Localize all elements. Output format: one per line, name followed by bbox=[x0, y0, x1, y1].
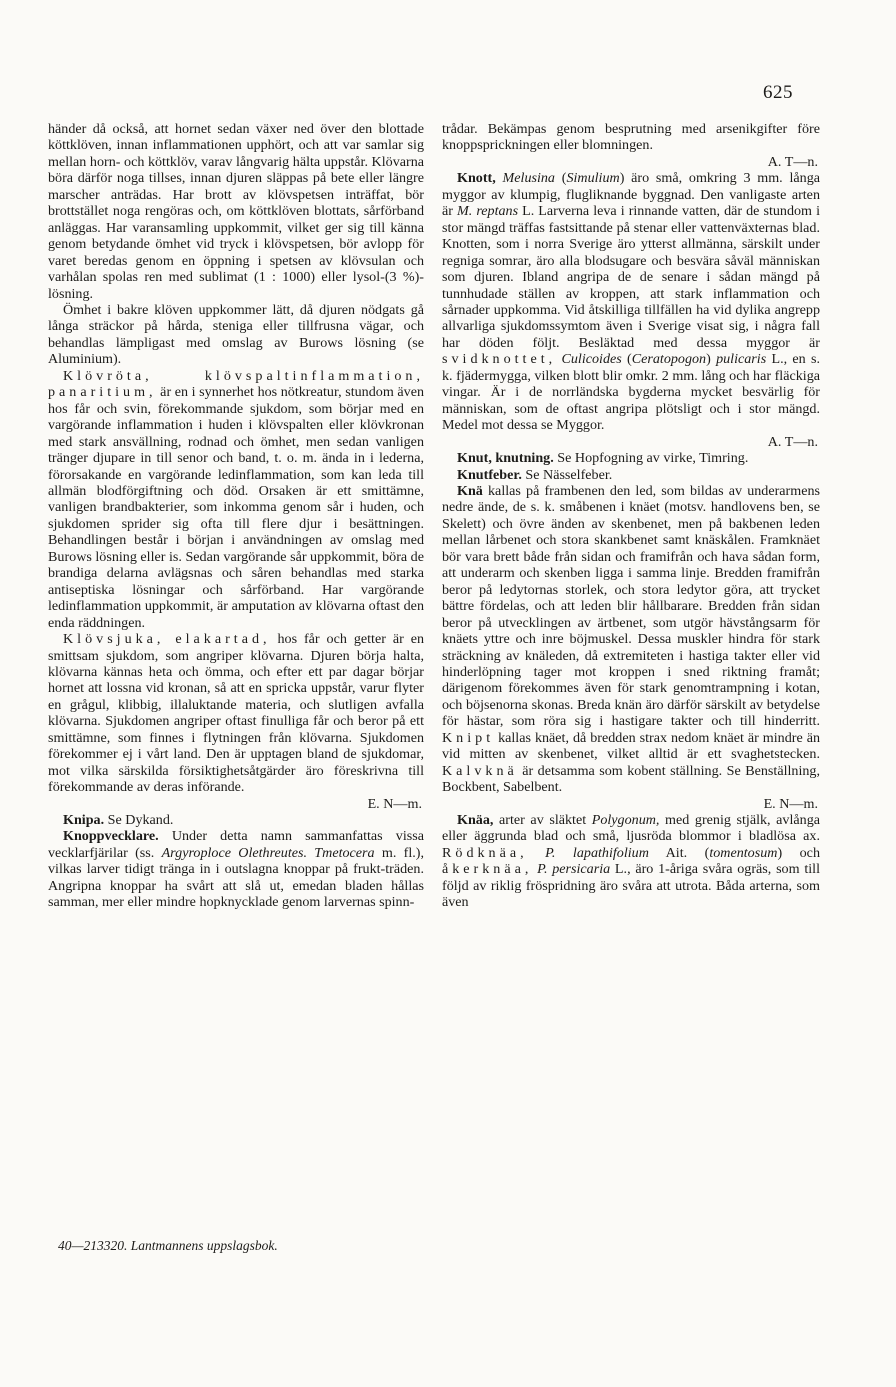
headword-kna: Knä bbox=[457, 482, 483, 499]
spaced-term: Kalvknä bbox=[442, 762, 518, 779]
latin-name: tomentosum bbox=[709, 844, 778, 861]
spaced-term: Knipt bbox=[442, 729, 495, 746]
paragraph-omhet: Ömhet i bakre klöven uppkommer lätt, då djuren nödgats gå långa sträckor på hårda, steniga eller tillfrusna vägar, och behandlas lämpligast med omslag av Burows lösning (se Aluminium). bbox=[48, 301, 424, 368]
entry-klovrota bbox=[48, 368, 424, 631]
footer-imprint: 40—213320. Lantmannens uppslagsbok. bbox=[58, 1238, 278, 1253]
latin-name: Argyroploce Olethreutes. Tmetocera bbox=[161, 844, 375, 861]
author-signature: E. N—m. bbox=[763, 795, 818, 812]
latin-name: Simulium bbox=[566, 170, 620, 187]
latin-name: P. persicaria bbox=[537, 861, 611, 878]
author-signature: E. N—m. bbox=[367, 795, 422, 812]
entry-knott: Knott, Melusina (Simulium) äro små, omkring 3 mm. långa myggor av klumpig, flugliknande byggnad. Den vanligaste arten är M. reptans L. Larverna leva i rinnande vatten, där de stundom i stor mängd träffas fastsittande på stenar eller vattenväxternas blad. Knotten, som i norra Sverige äro ytterst allmänna, särskilt under regniga somrar, äro alla blodsugare och besvära såväl människan som djuren. Ibland angripa de de senare i sådan mängd på tunnhudade ställen av kroppen, att stark inflammation och sårnader uppkomma. Vid åtskilliga tillfällen ha vid dylika angrepp allvarliga sjukdomssymtom även i Sverige visat sig, i några fall har döden följt. Besläktad med dessa myggor är svidknottet, Culicoides (Ceratopogon) pulicaris L., en s. k. fjädermygga, vilken blott blir omkr. 2 mm. lång och har fläckiga vingar. Är i de norrländska bygderna mycket besvärlig för människan, som de oftast angripa plötsligt och i stor mängd. Medel mot dessa se Myggor. A. T—n. bbox=[442, 170, 820, 450]
latin-name: Melusina bbox=[502, 170, 555, 187]
author-signature: A. T—n. bbox=[767, 433, 818, 450]
spaced-term: svidknottet, bbox=[442, 351, 557, 368]
entry-knut bbox=[442, 450, 820, 466]
latin-name: Culicoides bbox=[561, 351, 622, 368]
headword-knaa: Knäa, bbox=[457, 812, 494, 829]
latin-name: Polygonum, bbox=[591, 812, 660, 829]
headword-knutfeber: Knutfeber. bbox=[457, 466, 522, 483]
entry-knutfeber bbox=[442, 467, 820, 483]
entry-text: äro små, omkring 3 mm. långa myggor av klumpig, flugliknande byggnad. Den vanligaste arten är bbox=[442, 170, 820, 220]
latin-name: M. reptans bbox=[457, 203, 519, 220]
headword-knott: Knott, bbox=[457, 170, 496, 187]
entry-text: L., en s. k. fjädermygga, vilken blott blir omkr. 2 mm. lång och har fläckiga vingar. Är i de norrländska bygderna mycket besvärlig för människan, som de oftast angripa plötsligt och i stor mängd. Medel mot dessa se Myggor. bbox=[442, 351, 820, 434]
paragraph-knoppvecklare-continued bbox=[442, 121, 820, 170]
entry-knaa bbox=[442, 812, 820, 911]
latin-name: P. lapathifolium bbox=[545, 844, 649, 861]
entry-text: trådar. Bekämpas genom besprutning med arsenikgifter före knoppsprickningen eller blomningen. bbox=[442, 121, 820, 154]
entry-knoppvecklare bbox=[48, 828, 424, 910]
headword-knoppvecklare: Knoppvecklare. bbox=[63, 828, 159, 845]
entry-text: ) och bbox=[777, 844, 820, 861]
latin-name: Ceratopogon bbox=[631, 351, 707, 368]
entry-kna bbox=[442, 483, 820, 812]
spaced-term: åkerknäa, bbox=[442, 861, 533, 878]
author-signature: A. T—n. bbox=[767, 153, 818, 170]
latin-name: pulicaris bbox=[716, 351, 767, 368]
left-column bbox=[48, 121, 424, 911]
entry-text: är detsamma som kobent ställning. Se Benställning, Bockbent, Sabelbent. bbox=[442, 762, 820, 796]
spaced-term: Rödknäa, bbox=[442, 844, 528, 861]
headword-klovrota: Klövröta, klövspaltinflammation, panaritium, bbox=[48, 367, 424, 401]
entry-text: L. Larverna leva i rinnande vatten, där de stundom i stor mängd träffas fastsittande på stenar eller vattenväxternas blad. Knotten, som i norra Sverige äro ytterst allmänna, särskilt under regniga somrar, äro alla blodsugare och besvära såväl människan som djuren. Ibland angripa de de senare i sådan mängd på tunnhudade ställen av kroppen, att stark inflammation och sårnader uppkomma. Vid åtskilliga tillfällen ha vid dylika angrepp allvarliga sjukdomssymtom även i Sverige visat sig, i några fall har döden följt. Besläktad med dessa myggor är bbox=[442, 203, 820, 351]
headword-knipa: Knipa. bbox=[63, 812, 105, 829]
entry-text: med grenig stjälk, avlånga eller äggrunda blad och små, ljusröda blommor i bladlösa ax. bbox=[442, 812, 821, 845]
entry-knipa bbox=[48, 812, 424, 828]
headword-knut: Knut, knutning. bbox=[457, 450, 554, 467]
entry-text: Ait. ( bbox=[648, 844, 710, 861]
entry-text: Under detta namn sammanfattas vissa vecklarfjärilar (ss. bbox=[48, 828, 424, 861]
entry-klovrota-text: är en i synnerhet hos nötkreatur, stundom även hos får och svin, förekommande sjukdom, som börjar med en vargörande inflammation i huden i klövspalten eller klövkronan med stark ansvällning, rodnad och ömhet, men sedan vanligen tränger djupare in till senor och band, t. o. m. ända in i lederna, förorsakande en vargörande ledinflammation, som kan leda till allmän blodförgiftning och död. Orsaken är ett smittämne, vanligen brandbakterier, som inkomma genom sår i huden, och sjukdomen sprider sig ofta till flere djur i besättningen. Behandlingen består i början i användningen av omslag med Burows lösning eller is. Sedan vargörande sår uppkommit, böra de brandiga delarna avlägsnas och såren behandlas med starka antiseptiska lösningar och sårförband. Har vargörande ledinflammation uppkommit, är amputation av klövarna oftast den enda räddningen. bbox=[48, 384, 424, 631]
entry-text: kallas knäet, då bredden strax nedom knäet är mindre än vid mitten av skenbenet, vilket alltid är ett svaghetstecken. bbox=[442, 729, 820, 763]
entry-klovsjuka-text: hos får och getter är en smittsam sjukdom, som angriper klövarna. Djuren börja halta, klövarna kännas heta och ömma, och efter ett par dagar börjar hornet att lossna vid kronan, så att en spricka uppstår, varur flyter en grågul, klibbig, illaluktande materia, och slutligen avfalla klövarna. Sjukdomen angriper oftast finulliga får och beror på ett smittämne, som finnes i flytningen från klövarna. Sjukdomen förekommer ej i vårt land. Den är upptagen bland de sjukdomar, mot vilka särskilda försiktighetsåtgärder äro föreskrivna till förekommande av deras införande. bbox=[48, 631, 425, 796]
entry-text: Se Nässelfeber. bbox=[521, 466, 613, 483]
page-number: 625 bbox=[763, 82, 793, 103]
entry-text: m. fl.), vilkas larver tidigt tränga in i outslagna knoppar på frukt-träden. Angripna knoppar ha svårt att slå ut, emedan bladen hållas samman, mer eller mindre hopknycklade genom larvernas spinn- bbox=[48, 844, 425, 911]
entry-text: kallas på frambenen den led, som bildas av underarmens nedre ände, de s. k. småbenen i knäet (motsv. handlovens ben, se Skelett) och övre änden av skenbenet, men på bakbenen leden mellan lårbenet och stora skankbenet samt knäskålen. Framknäet bör vara brett både från sidan och framifrån och hava sådan form, att underarm och skenben ligga i samma linje. Bredden framifrån beror på ledytornas storlek, och stora ledytor göra, att trycket bättre fördelas, och att leden blir hållbarare. Bredden från sidan beror på utvecklingen av ärtbenet, som utgör hävstångsarm för knäets yttre och inre böjmuskel. Dessa muskler hindra för stark sträckning av knäleden, då extremiteten i hastiga takter eller vid hinderlöpning tager mot kroppen i sned riktning framåt; därigenom förekommes även för stark genomtrampning i kotan, och böjsenorna skonas. Breda knän äro därför särskilt av betydelse för hästar, som röra sig i hastigare takter och till hinderritt. bbox=[442, 482, 820, 730]
entry-text: arter av släktet bbox=[493, 812, 592, 829]
entry-knipa-text: Se Dykand. bbox=[104, 812, 174, 829]
entry-klovsjuka bbox=[48, 631, 424, 812]
headword-klovsjuka: Klövsjuka, elakartad, bbox=[63, 631, 271, 648]
right-column bbox=[442, 121, 820, 911]
entry-text: Se Hopfogning av virke, Timring. bbox=[553, 450, 749, 467]
entry-text: L., äro 1-åriga svåra ogräs, som till följd av riklig fröspridning äro svåra att utrota. Båda arterna, som även bbox=[442, 861, 820, 911]
paragraph-klovar-continued: händer då också, att hornet sedan växer ned över den blottade köttklöven, innan inflammationen upphört, och att var samlar sig mellan horn- och köttklöv, varav långvarig hälta uppstår. Klövarna böra därför noga tillses, innan djuren släppas på bete eller längre marscher anträdas. Har brott av klövspetsen inträffat, bör brottstället noga rengöras och, om köttklöven blottats, sårförband anläggas. Har varansamling uppkommit, vilket ger sig till känna genom betydande ömhet vid tryck i klövspetsen, bör avlopp för varet beredas genom en öppning i spetsen av klövsulan och varhålan spolas ren med sublimat (1 : 1000) eller lysol-(3 %)-lösning. bbox=[48, 121, 424, 302]
